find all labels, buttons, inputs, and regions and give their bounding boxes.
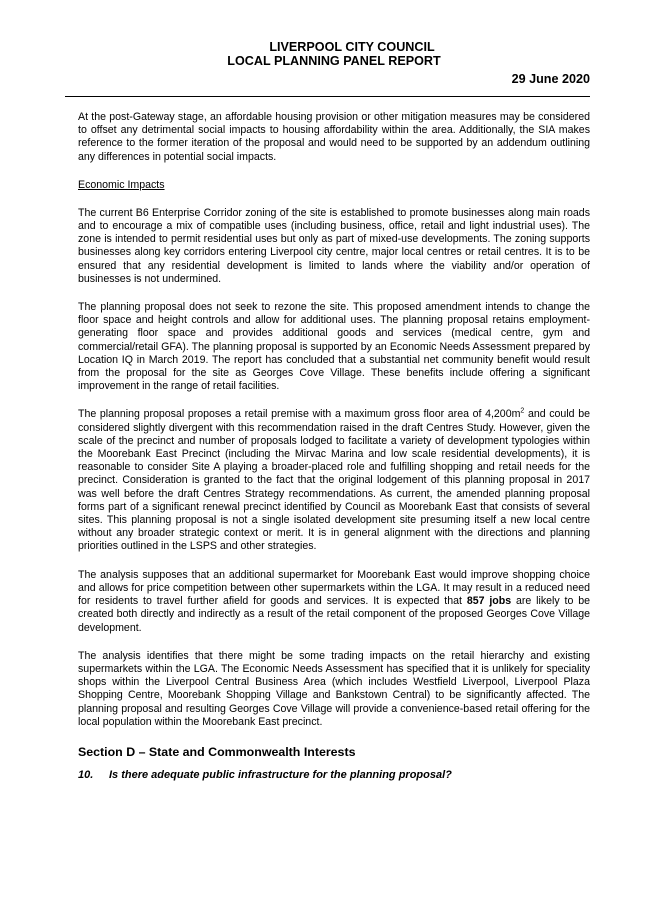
supermarket-text-start: The analysis supposes that an additional supermarket for Moorebank East would improve shopping choice and allows for price competition between other supermarkets within the LGA. It may result in a reduced need for residents to travel further afield for goods and services. It is expected that: [78, 568, 590, 608]
superscript-2: 2: [520, 407, 525, 415]
economic-impacts-subheading: Economic Impacts: [78, 178, 165, 191]
paragraph-trading-impacts: The analysis identifies that there might be some trading impacts on the retail hierarchy and existing supermarkets within the LGA. The Economic Needs Assessment has specified that it is unlikely for speciality shops within the Liverpool Central Business Area (which includes Westfield Liverpool, Liverpool Plaza Shopping Centre, Moorebank Shopping Village and Bankstown Central) to be significantly affected. The planning proposal and resulting Georges Cove Village will provide a convenience-based retail offering for the local population within the Moorebank East precinct.: [78, 649, 590, 728]
header-divider: [65, 96, 590, 97]
paragraph-supermarket: [78, 569, 590, 635]
retail-premise-text-end: and could be considered slightly divergent with this recommendation raised in the draft Centres Study. However, given the scale of the precinct and number of proposals lodged to facilitate a variety of development typologies within the Moorebank East Precinct (including the Mirvac Marina and low scale residential developments), it is reasonable to consider Site A playing a broader-placed role and fulfilling shopping and retail needs for the precinct. Consideration is granted to the fact that the original lodgement of this planning proposal in 2017 was well before the draft Centres Strategy recommendations. As current, the amended planning proposal forms part of a significant renewal precinct identified by Council as Moorebank East that consists of several sites. This planning proposal is not a single isolated development site presuming itself a new local centre without any broader strategic context or merit. It is in general alignment with the directions and planning priorities outlined in the LSPS and other strategies.: [78, 408, 590, 553]
supermarket-text-end: are likely to be created both directly and indirectly as a result of the retail component of the proposed Georges Cove Village development.: [78, 595, 591, 634]
question-text: Is there adequate public infrastructure for the planning proposal?: [109, 768, 452, 781]
report-date: 29 June 2020: [511, 72, 590, 86]
report-body: [78, 111, 590, 781]
question-number: 10.: [78, 768, 94, 781]
question-10: [78, 769, 590, 781]
retail-premise-text-start: The planning proposal proposes a retail premise with a maximum gross floor area of 4,200m: [78, 408, 521, 421]
paragraph-retail-premise: [78, 408, 590, 553]
report-title: LOCAL PLANNING PANEL REPORT: [227, 54, 441, 68]
paragraph-rezone: The planning proposal does not seek to rezone the site. This proposed amendment intends to change the floor space and height controls and allow for additional uses. The planning proposal retains employment-generating floor space and provides additional goods and services (medical centre, gym and commercial/retail GFA). The planning proposal is supported by an Economic Needs Assessment prepared by Location IQ in March 2019. The report has concluded that a substantial net community benefit would result from the proposal for the site as Georges Cove Village. These benefits include offering a significant improvement in the range of retail facilities.: [78, 301, 590, 393]
paragraph-zoning: The current B6 Enterprise Corridor zoning of the site is established to promote businesses along main roads and to encourage a mix of compatible uses (including business, office, retail and light industrial uses). The zone is intended to permit residential uses but only as part of mixed-use developments. The zoning supports businesses along key corridors entering Liverpool city centre, major local centres or retail centres. It is to be ensured that any residential development is limited to lands where the viability and/or operation of businesses is not undermined.: [78, 206, 590, 285]
council-name: LIVERPOOL CITY COUNCIL: [269, 40, 435, 54]
paragraph-affordable-housing: At the post-Gateway stage, an affordable housing provision or other mitigation measures may be considered to offset any detrimental social impacts to housing affordability within the area. Additionally, the SIA makes reference to the former iteration of the proposal and would need to be supported by an addendum outlining any differences in potential social impacts.: [78, 111, 590, 163]
section-d-heading: Section D – State and Commonwealth Interests: [78, 744, 356, 759]
jobs-figure: 857 jobs: [466, 595, 512, 608]
page-header: [78, 40, 590, 86]
